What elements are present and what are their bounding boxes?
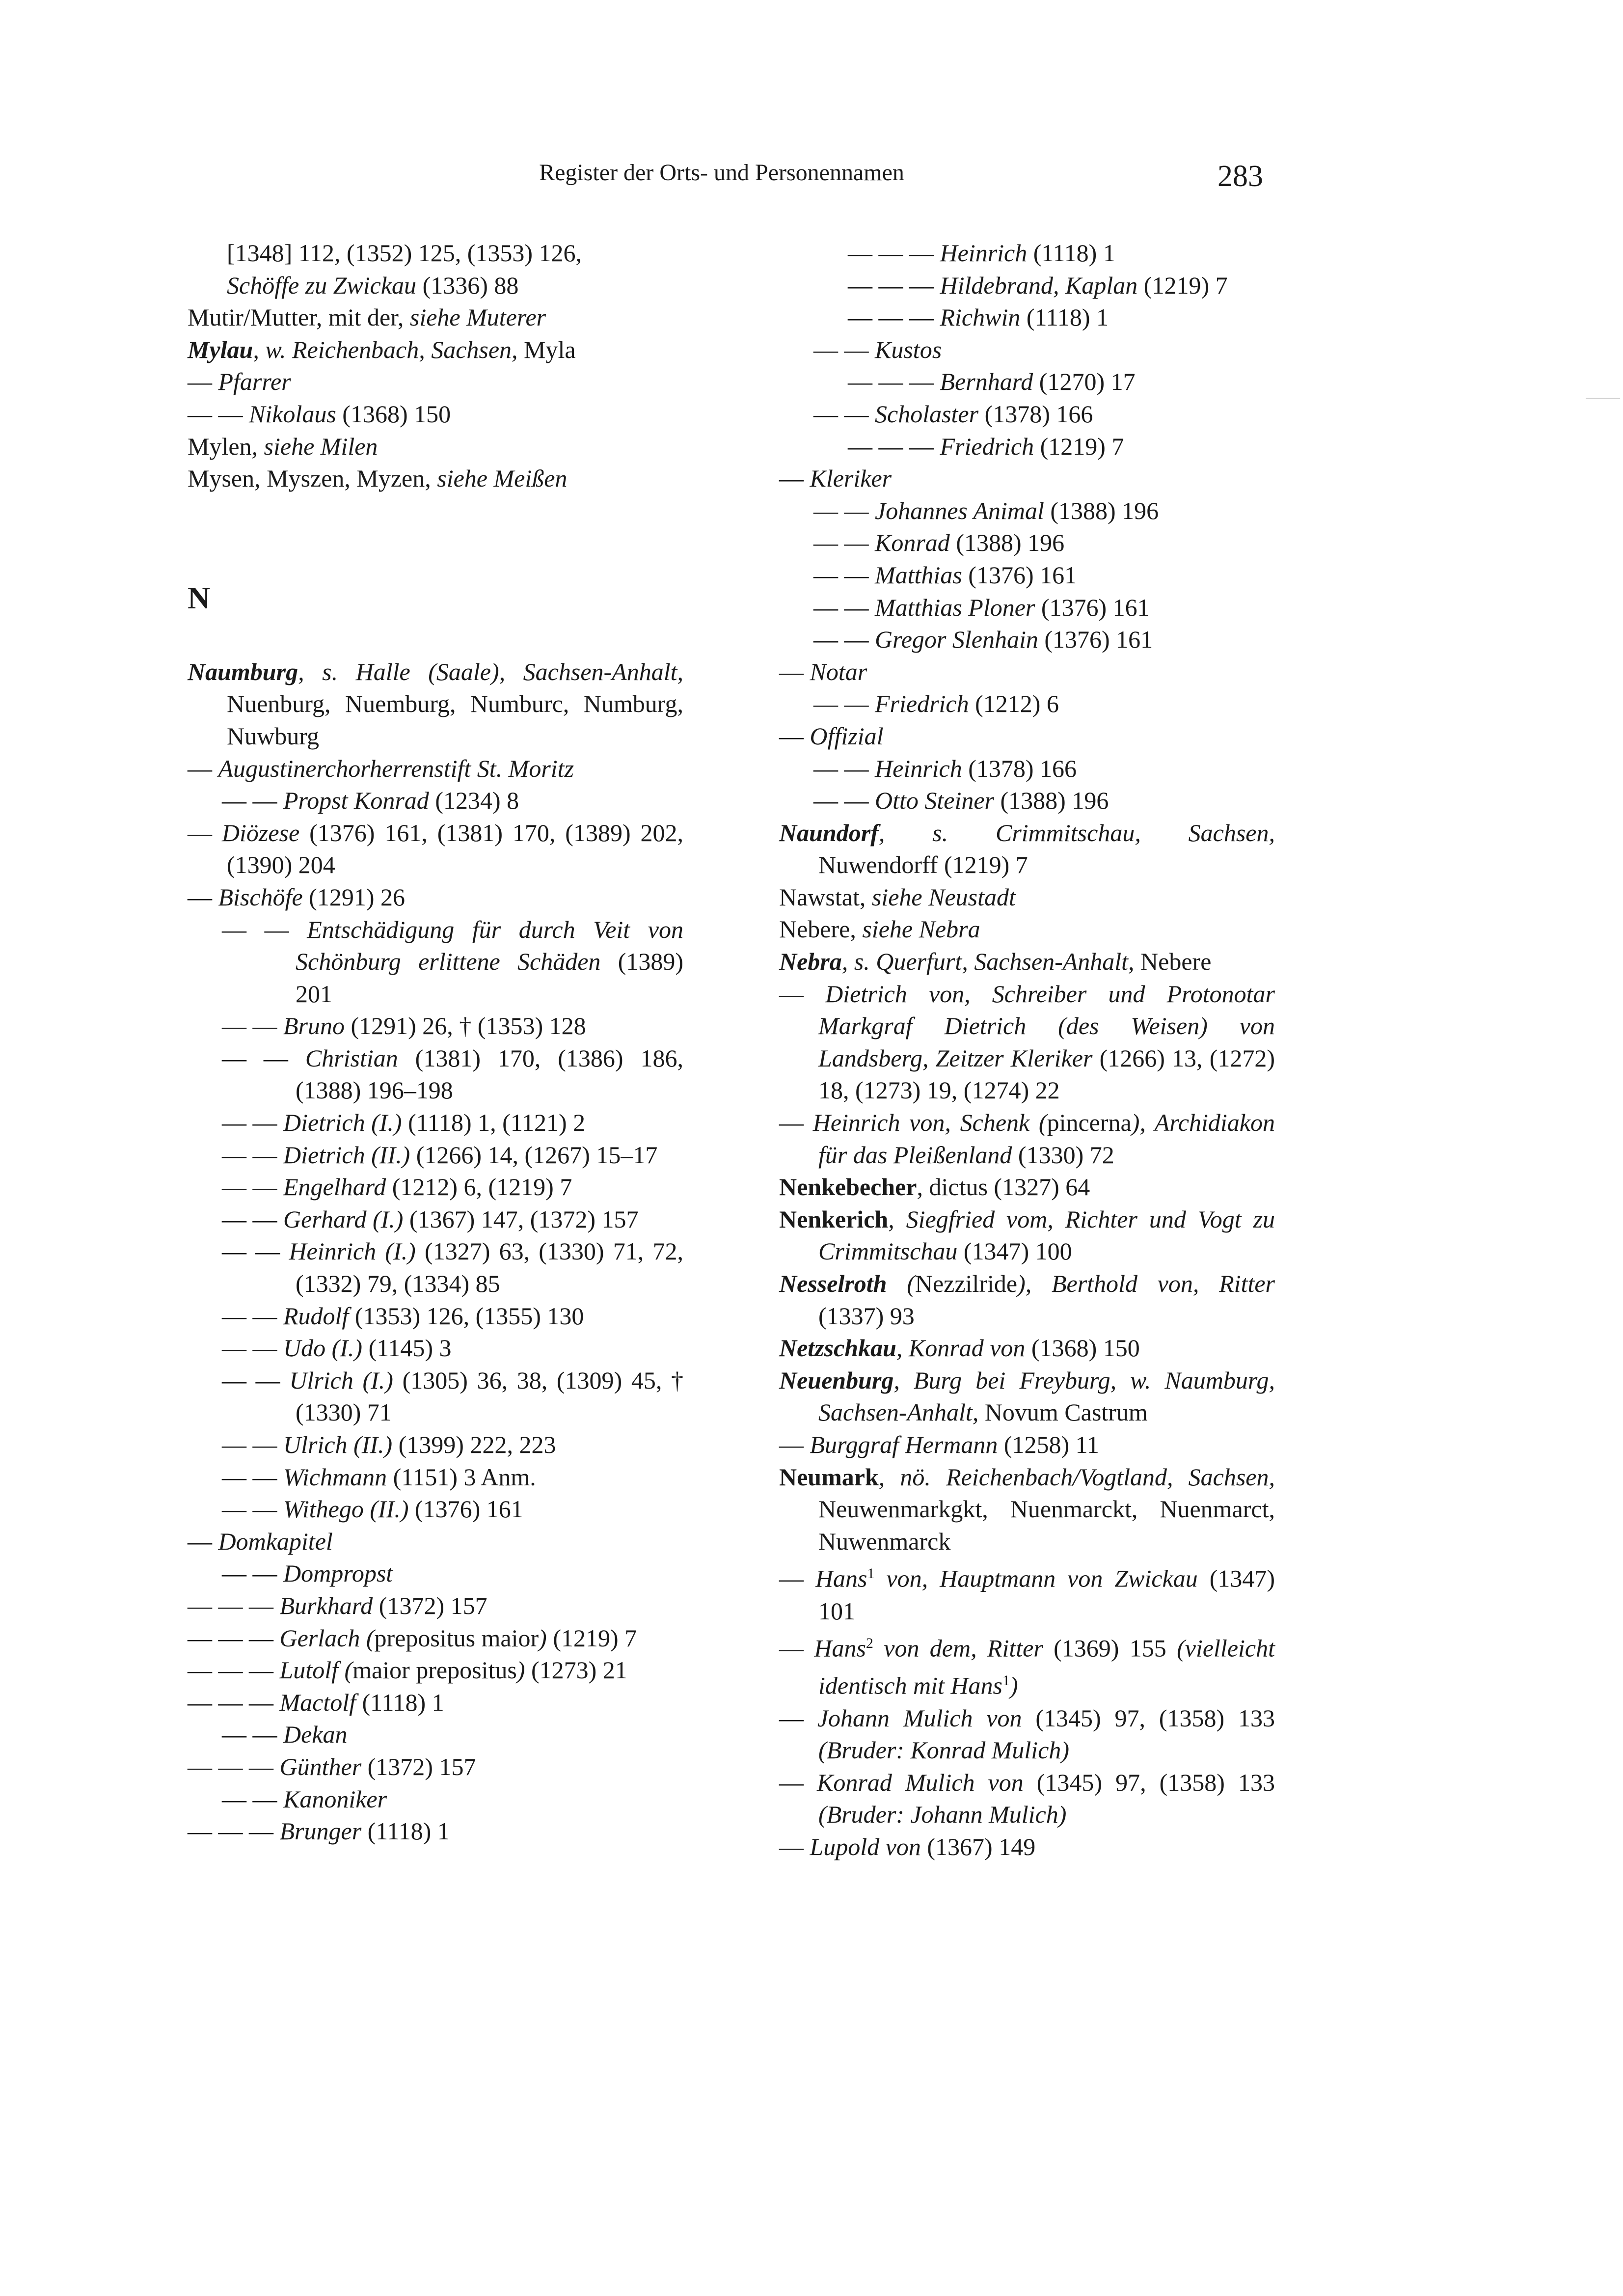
- left-column: [188, 237, 683, 1848]
- index-entry: Nebra, s. Querfurt, Sachsen-Anhalt, Nebere: [779, 948, 1212, 976]
- index-entry: Mutir/Mutter, mit der, siehe Muterer: [188, 303, 546, 331]
- section-gap: [188, 495, 683, 578]
- index-entry: — — Matthias (1376) 161: [813, 561, 1077, 589]
- index-entry: — — Otto Steiner (1388) 196: [813, 787, 1109, 815]
- index-entry: — — Propst Konrad (1234) 8: [222, 787, 519, 815]
- index-entry: Mysen, Myszen, Myzen, siehe Meißen: [188, 465, 568, 492]
- index-entry: — — — Günther (1372) 157: [188, 1752, 476, 1780]
- index-entry: — — Johannes Animal (1388) 196: [813, 496, 1159, 524]
- index-entry: Nenkebecher, dictus (1327) 64: [779, 1173, 1090, 1201]
- index-entry: — — Heinrich (I.) (1327) 63, (1330) 71, 72, (1332) 79, (1334) 85: [222, 1237, 684, 1298]
- index-entry: — — Ulrich (I.) (1305) 36, 38, (1309) 45, † (1330) 71: [222, 1366, 683, 1426]
- index-entry: — Kleriker: [779, 465, 892, 492]
- index-entry: — — — Hildebrand, Kaplan (1219) 7: [848, 271, 1228, 299]
- index-entry: — — Dekan: [222, 1721, 348, 1749]
- right-column: [779, 237, 1275, 1863]
- index-entry: Mylau, w. Reichenbach, Sachsen, Myla: [188, 335, 576, 363]
- index-entry: — — Dietrich (I.) (1118) 1, (1121) 2: [222, 1109, 586, 1137]
- index-entry: — — — Mactolf (1118) 1: [188, 1688, 444, 1716]
- index-entry: — — — Bernhard (1270) 17: [848, 368, 1136, 396]
- page-number: 283: [1217, 160, 1263, 193]
- section-gap: [188, 618, 683, 656]
- index-entry: Netzschkau, Konrad von (1368) 150: [779, 1334, 1140, 1362]
- index-entry: — — Matthias Ploner (1376) 161: [813, 593, 1150, 621]
- index-entry: — Notar: [779, 657, 867, 685]
- index-entry: Schöffe zu Zwickau (1336) 88: [227, 271, 519, 299]
- index-entry: Nesselroth (Nezzilride), Berthold von, Ritter (1337) 93: [779, 1270, 1275, 1330]
- index-entry: — — Gerhard (I.) (1367) 147, (1372) 157: [222, 1205, 639, 1233]
- index-entry: — — Kanoniker: [222, 1785, 387, 1813]
- index-entry: — — Gregor Slenhain (1376) 161: [813, 626, 1153, 654]
- index-entry: — Hans$^1$ von, Hauptmann von Zwickau (1347) 101: [779, 1565, 1275, 1625]
- index-entry: — Konrad Mulich von (1345) 97, (1358) 133 (Bruder: Johann Mulich): [779, 1768, 1275, 1829]
- index-entry: — — Konrad (1388) 196: [813, 529, 1065, 557]
- index-entry: Mylen, siehe Milen: [188, 432, 378, 460]
- index-entry: — Domkapitel: [188, 1527, 333, 1555]
- index-entry: — — — Lutolf (maior prepositus) (1273) 21: [188, 1656, 627, 1684]
- index-entry: — — Heinrich (1378) 166: [813, 754, 1077, 782]
- index-entry: — — Rudolf (1353) 126, (1355) 130: [222, 1302, 584, 1330]
- index-entry: Nebere, siehe Nebra: [779, 915, 980, 943]
- index-entry: — — — Burkhard (1372) 157: [188, 1591, 487, 1619]
- scan-artifact-line: [1586, 398, 1620, 399]
- index-entry: — — Scholaster (1378) 166: [813, 400, 1093, 428]
- index-entry: Nenkerich, Siegfried vom, Richter und Vogt zu Crimmitschau (1347) 100: [779, 1205, 1275, 1265]
- index-entry: — Lupold von (1367) 149: [779, 1833, 1036, 1861]
- index-entry: — — Ulrich (II.) (1399) 222, 223: [222, 1431, 556, 1458]
- index-entry: Naumburg, s. Halle (Saale), Sachsen-Anhalt, Nuenburg, Nuemburg, Numburc, Numburg, Nuwburg: [188, 657, 683, 750]
- index-entry: [1348] 112, (1352) 125, (1353) 126,: [227, 239, 582, 267]
- index-entry: — — — Heinrich (1118) 1: [848, 239, 1115, 267]
- index-entry: — — Nikolaus (1368) 150: [188, 400, 451, 428]
- index-entry: — — — Gerlach (prepositus maior) (1219) 7: [188, 1624, 637, 1652]
- running-title: Register der Orts- und Personennamen: [539, 160, 904, 186]
- index-entry: — Dietrich von, Schreiber und Protonotar Markgraf Dietrich (des Weisen) von Landsberg, Zeitzer Kleriker (1266) 13, (1272) 18, (1273) 19, (1274) 22: [779, 980, 1275, 1104]
- index-entry: — Offizial: [779, 722, 884, 750]
- index-entry: — — Dietrich (II.) (1266) 14, (1267) 15–17: [222, 1141, 658, 1169]
- index-entry: — — Dompropst: [222, 1559, 393, 1587]
- index-entry: — — Friedrich (1212) 6: [813, 690, 1059, 718]
- index-entry: — — Withego (II.) (1376) 161: [222, 1495, 523, 1523]
- index-entry: Naundorf, s. Crimmitschau, Sachsen, Nuwendorff (1219) 7: [779, 819, 1275, 879]
- section-letter: N: [188, 580, 211, 615]
- index-entry: — Burggraf Hermann (1258) 11: [779, 1430, 1099, 1458]
- index-entry: — — Bruno (1291) 26, † (1353) 128: [222, 1012, 586, 1040]
- index-entry: Nawstat, siehe Neustadt: [779, 883, 1016, 911]
- index-entry: — Pfarrer: [188, 368, 291, 396]
- index-entry: Neuenburg, Burg bei Freyburg, w. Naumburg, Sachsen-Anhalt, Novum Castrum: [779, 1366, 1275, 1426]
- index-entry: — — — Richwin (1118) 1: [848, 303, 1109, 331]
- index-entry: — — Kustos: [813, 335, 942, 363]
- index-entry: — Diözese (1376) 161, (1381) 170, (1389) 202, (1390) 204: [188, 819, 684, 879]
- index-entry: — — — Brunger (1118) 1: [188, 1817, 450, 1845]
- index-entry: Neumark, nö. Reichenbach/Vogtland, Sachsen, Neuwenmarkgkt, Nuenmarckt, Nuenmarct, Nuwenmarck: [779, 1463, 1275, 1555]
- index-entry: — — Engelhard (1212) 6, (1219) 7: [222, 1173, 572, 1201]
- index-entry: — Heinrich von, Schenk (pincerna), Archidiakon für das Pleißenland (1330) 72: [779, 1109, 1275, 1169]
- index-entry: — — — Friedrich (1219) 7: [848, 432, 1124, 460]
- index-entry: — Johann Mulich von (1345) 97, (1358) 133 (Bruder: Konrad Mulich): [779, 1704, 1275, 1764]
- index-entry: — Augustinerchorherrenstift St. Moritz: [188, 754, 574, 782]
- index-entry: — — Wichmann (1151) 3 Anm.: [222, 1463, 536, 1491]
- index-entry: — — Christian (1381) 170, (1386) 186, (1388) 196–198: [222, 1044, 683, 1104]
- index-entry: — — Entschädigung für durch Veit von Schönburg erlittene Schäden (1389) 201: [222, 915, 683, 1008]
- index-entry: — Hans$^2$ von dem, Ritter (1369) 155 (vielleicht identisch mit Hans$^1$): [779, 1634, 1275, 1700]
- index-entry: — Bischöfe (1291) 26: [188, 883, 405, 911]
- index-entry: — — Udo (I.) (1145) 3: [222, 1334, 452, 1362]
